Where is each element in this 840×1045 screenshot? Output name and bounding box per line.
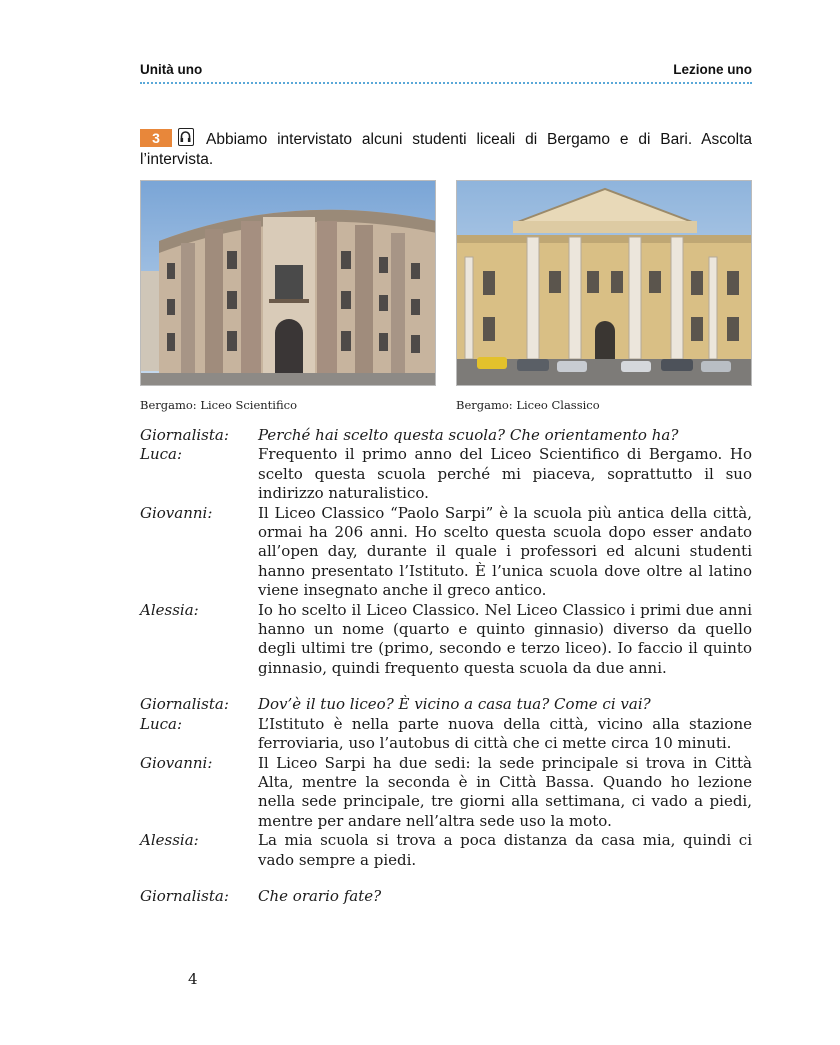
unit-label: Unità uno xyxy=(140,62,203,77)
dialogue-line xyxy=(140,715,752,754)
speech-text: La mia scuola si trova a poca distanza da casa mia, quindi ci vado sempre a piedi. xyxy=(258,831,752,869)
speech-text: Che orario fate? xyxy=(258,886,382,905)
dialogue-line xyxy=(140,426,752,445)
speaker-name: Giornalista: xyxy=(140,886,229,905)
photo-caption-scientifico: Bergamo: Liceo Scientifico xyxy=(140,398,298,412)
speaker-name: Luca: xyxy=(140,714,183,733)
photo-liceo-scientifico xyxy=(140,180,436,386)
running-header xyxy=(140,62,752,80)
speaker-name: Alessia: xyxy=(140,600,199,619)
dialogue-line xyxy=(140,504,752,601)
dialogue-line xyxy=(140,754,752,832)
headphones-icon[interactable] xyxy=(178,128,194,146)
photo-liceo-classico xyxy=(456,180,752,386)
speaker-name: Giornalista: xyxy=(140,426,229,444)
dialogue-line xyxy=(140,445,752,503)
exercise-instruction xyxy=(140,128,752,170)
dialogue-line xyxy=(140,831,752,870)
speech-text: Perché hai scelto questa scuola? Che orientamento ha? xyxy=(258,426,679,444)
interview-dialogue xyxy=(140,426,752,906)
speech-text: L’Istituto è nella parte nuova della città, vicino alla stazione ferroviaria, uso l’autobus di città che ci mette circa 10 minuti. xyxy=(258,714,752,753)
header-divider xyxy=(140,82,752,84)
dialogue-line xyxy=(140,695,752,714)
speaker-name: Alessia: xyxy=(140,831,199,850)
photo-caption-classico: Bergamo: Liceo Classico xyxy=(456,398,600,412)
speaker-name: Giovanni: xyxy=(140,503,213,522)
dialogue-line xyxy=(140,601,752,679)
speech-text: Frequento il primo anno del Liceo Scientifico di Bergamo. Ho scelto questa scuola perché mi piaceva, soprattutto il suo indirizzo naturalistico. xyxy=(258,445,752,503)
exercise-text: Abbiamo intervistato alcuni studenti liceali di Bergamo e di Bari. Ascolta l’intervista. xyxy=(140,131,752,168)
dialogue-line xyxy=(140,887,752,906)
speech-text: Il Liceo Classico “Paolo Sarpi” è la scuola più antica della città, ormai ha 206 anni. Ho scelto questa scuola dopo esser andato all’open day, durante il quale i professori ed alcuni studenti hanno presentato l’Istituto. È l’unica scuola dove oltre al latino viene insegnato anche il greco antico. xyxy=(258,503,752,600)
speech-text: Dov’è il tuo liceo? È vicino a casa tua? Come ci vai? xyxy=(258,695,651,714)
speaker-name: Giornalista: xyxy=(140,695,229,714)
speech-text: Il Liceo Sarpi ha due sedi: la sede principale si trova in Città Alta, mentre la seconda è in Città Bassa. Quando ho lezione nella sede principale, tre giorni alla settimana, ci vado a piedi, mentre per andare nell’altra sede uso la moto. xyxy=(258,753,752,830)
speaker-name: Giovanni: xyxy=(140,753,213,772)
exercise-number-badge: 3 xyxy=(140,129,172,147)
speech-text: Io ho scelto il Liceo Classico. Nel Liceo Classico i primi due anni hanno un nome (quarto e quinto ginnasio) diverso da quello degli ultimi tre (primo, secondo e terzo liceo). Io faccio il quinto ginnasio, quindi frequento questa scuola da due anni. xyxy=(258,600,752,677)
lesson-label: Lezione uno xyxy=(673,62,752,77)
speaker-name: Luca: xyxy=(140,445,183,464)
page-number: 4 xyxy=(188,970,198,988)
